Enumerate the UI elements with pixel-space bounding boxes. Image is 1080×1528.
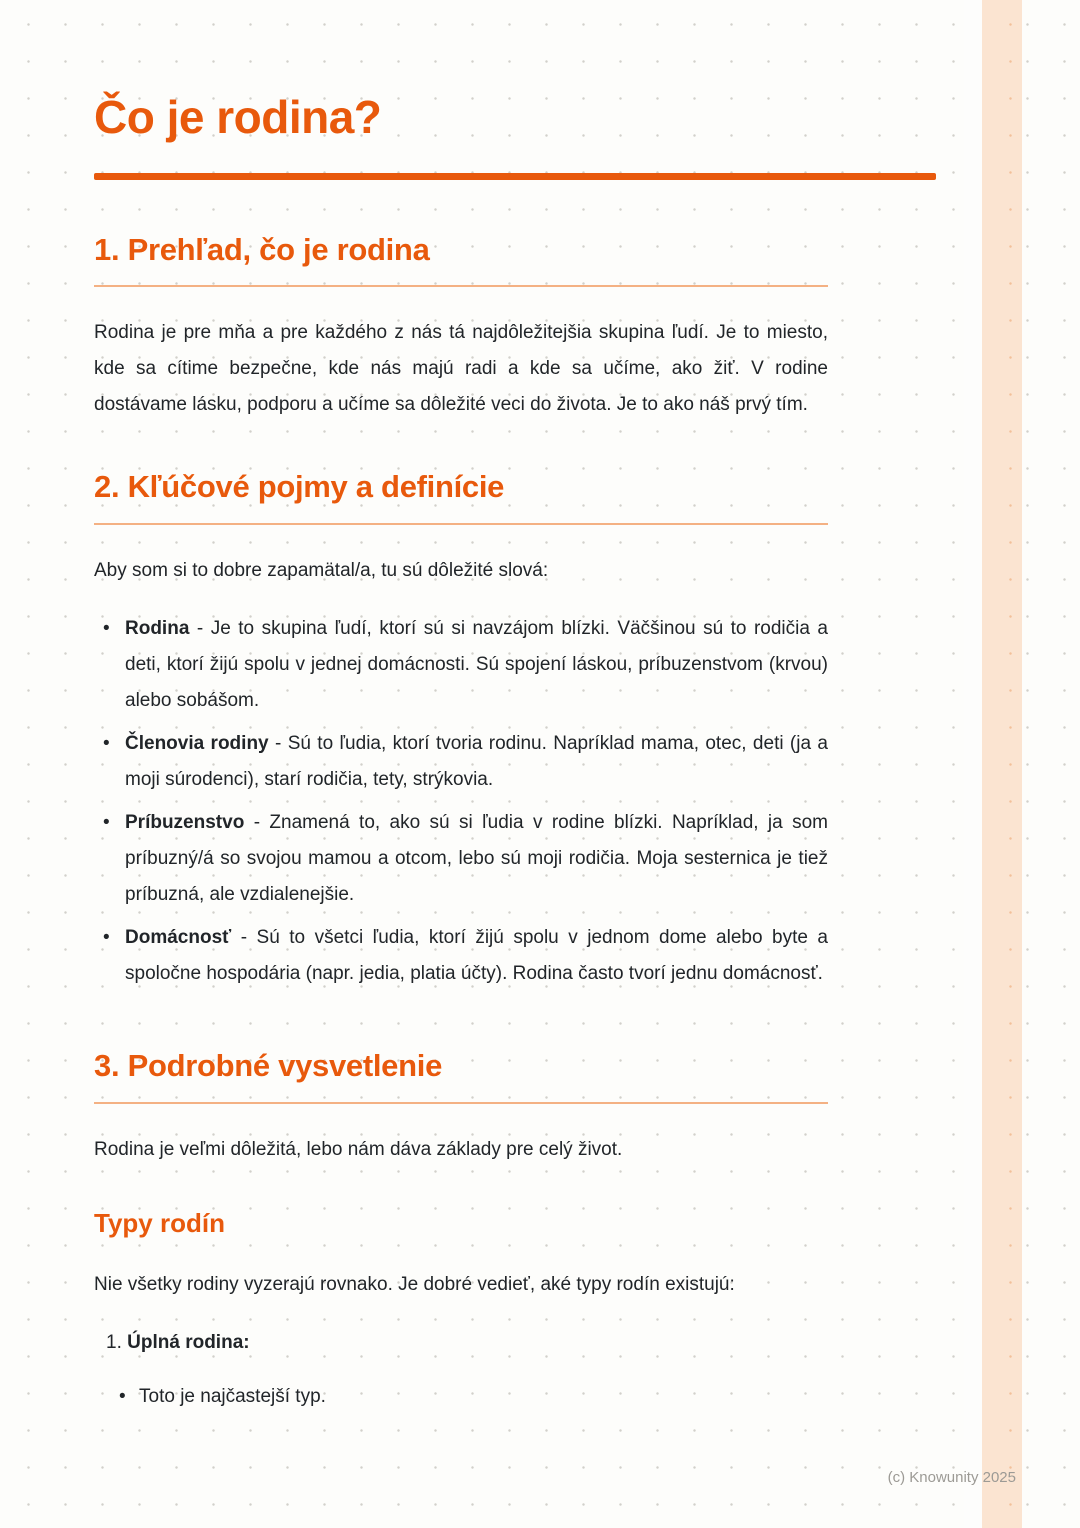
- section-1-heading: 1. Prehľad, čo je rodina: [94, 232, 828, 288]
- numbered-item: [94, 1325, 828, 1415]
- term-definition: - Sú to ľudia, ktorí tvoria rodinu. Napríklad mama, otec, deti (ja a moji súrodenci), starí rodičia, tety, strýkovia.: [125, 732, 828, 790]
- document-content: [94, 0, 936, 1415]
- section-3-heading: 3. Podrobné vysvetlenie: [94, 1048, 828, 1104]
- list-item: [94, 805, 828, 913]
- item-number: 1.: [106, 1331, 122, 1353]
- definitions-list: [94, 611, 828, 992]
- subsection-heading-typy-rodin: Typy rodín: [94, 1207, 225, 1238]
- list-item: [94, 611, 828, 719]
- sub-bullet-list: [106, 1379, 828, 1415]
- term-label: Domácnosť: [125, 926, 232, 948]
- copyright-credit: (c) Knowunity 2025: [887, 1469, 1016, 1486]
- section-2-intro: Aby som si to dobre zapamätal/a, tu sú dôležité slová:: [94, 559, 549, 581]
- section-1-paragraph: Rodina je pre mňa a pre každého z nás tá najdôležitejšia skupina ľudí. Je to miesto, kde sa cítime bezpečne, kde nás majú radi a kde sa učíme, ako žiť. V rodine dostávame lásku, podporu a učíme sa dôležité veci do života. Je to ako náš prvý tím.: [94, 322, 828, 416]
- title-divider: [94, 173, 936, 180]
- term-definition: - Je to skupina ľudí, ktorí sú si navzájom blízki. Väčšinou sú to rodičia a deti, ktorí žijú spolu v jednej domácnosti. Sú spojení láskou, príbuzenstvom (krvou) alebo sobášom.: [125, 617, 828, 711]
- term-definition: - Znamená to, ako sú si ľudia v rodine blízki. Napríklad, ja som príbuzný/á so svojou mamou a otcom, lebo sú moji rodičia. Moja sesternica je tiež príbuzná, ale vzdialenejšie.: [125, 811, 828, 905]
- peach-accent-strip: [982, 0, 1022, 1528]
- list-item: [94, 920, 828, 992]
- term-definition: - Sú to všetci ľudia, ktorí žijú spolu v jednom dome alebo byte a spoločne hospodária (napr. jedia, platia účty). Rodina často tvorí jednu domácnosť.: [125, 926, 828, 984]
- section-2-heading: 2. Kľúčové pojmy a definície: [94, 469, 828, 525]
- item-label: Úplná rodina:: [127, 1331, 250, 1353]
- subsection-paragraph: Nie všetky rodiny vyzerajú rovnako. Je dobré vedieť, aké typy rodín existujú:: [94, 1273, 735, 1295]
- term-label: Rodina: [125, 617, 190, 639]
- term-label: Príbuzenstvo: [125, 811, 245, 833]
- section-3-paragraph: Rodina je veľmi dôležitá, lebo nám dáva základy pre celý život.: [94, 1138, 623, 1160]
- family-types-list: [94, 1325, 828, 1415]
- right-margin-strip: [964, 0, 982, 1528]
- page-title: Čo je rodina?: [94, 91, 382, 143]
- sub-list-item: • Toto je najčastejší typ.: [106, 1379, 828, 1415]
- term-label: Členovia rodiny: [125, 732, 269, 754]
- list-item: [94, 726, 828, 798]
